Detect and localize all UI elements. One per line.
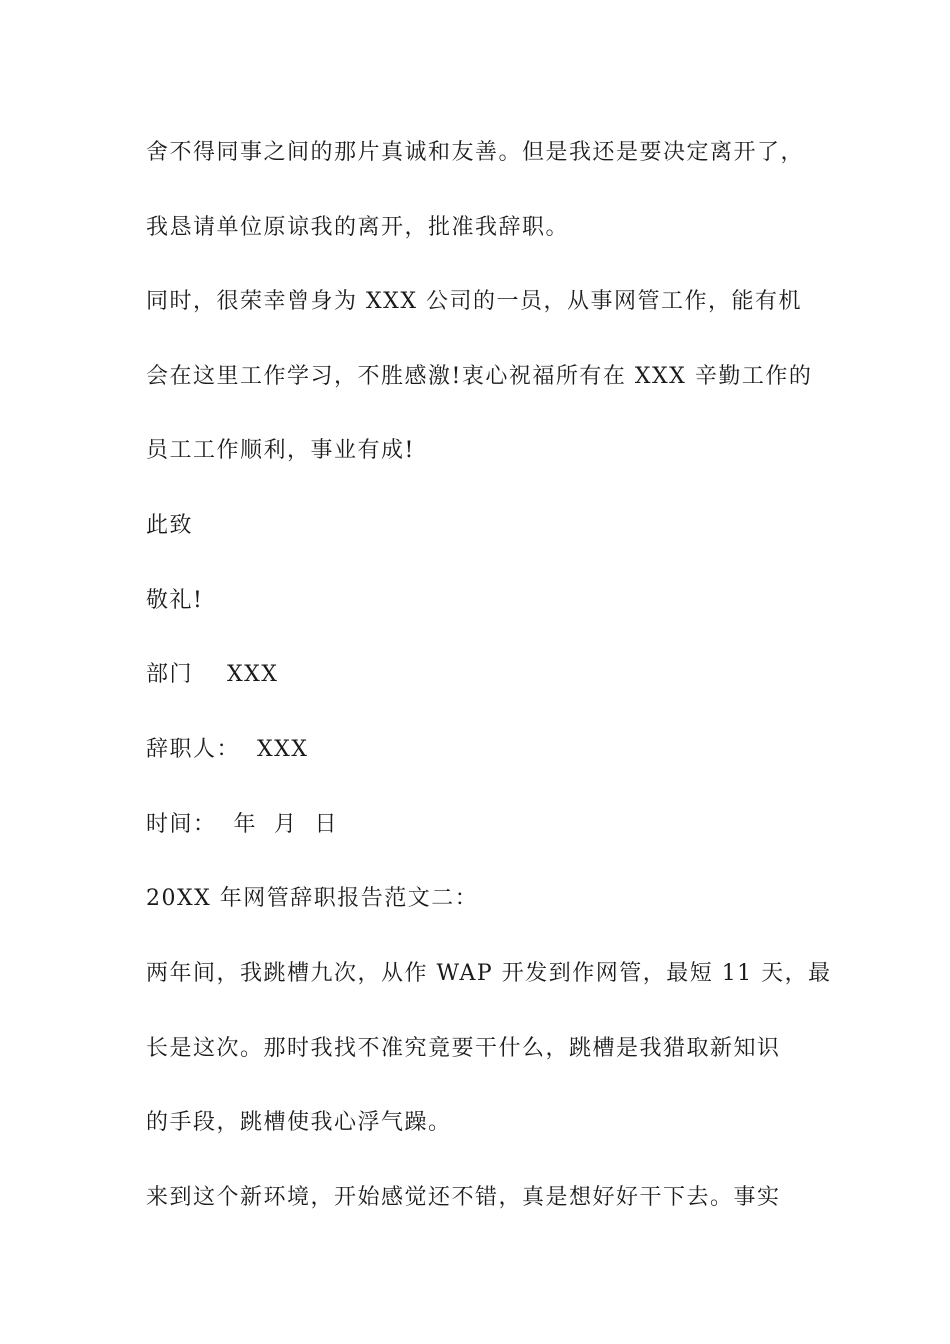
date-line: 时间： 年 月 日 bbox=[146, 812, 338, 837]
text-line-12: 两年间，我跳槽九次，从作 WAP 开发到作网管，最短 11 天，最 bbox=[146, 961, 832, 986]
closing-salutation: 此致 bbox=[146, 513, 194, 538]
resigner-line: 辞职人： XXX bbox=[146, 737, 309, 762]
text-line-1: 舍不得同事之间的那片真诚和友善。但是我还是要决定离开了， bbox=[146, 140, 805, 165]
closing-regards: 敬礼! bbox=[146, 588, 204, 613]
text-line-5: 员工工作顺利，事业有成! bbox=[146, 438, 415, 463]
section-heading: 20XX 年网管辞职报告范文二： bbox=[146, 886, 479, 911]
text-line-14: 的手段，跳槽使我心浮气躁。 bbox=[146, 1110, 452, 1135]
text-line-13: 长是这次。那时我找不准究竟要干什么，跳槽是我猎取新知识 bbox=[146, 1036, 781, 1061]
text-line-4: 会在这里工作学习，不胜感激!衷心祝福所有在 XXX 辛勤工作的 bbox=[146, 364, 813, 389]
department-line: 部门 XXX bbox=[146, 662, 279, 687]
text-line-15: 来到这个新环境，开始感觉还不错，真是想好好干下去。事实 bbox=[146, 1185, 781, 1210]
text-line-2: 我恳请单位原谅我的离开，批准我辞职。 bbox=[146, 215, 570, 240]
text-line-3: 同时，很荣幸曾身为 XXX 公司的一员，从事网管工作，能有机 bbox=[146, 289, 802, 314]
